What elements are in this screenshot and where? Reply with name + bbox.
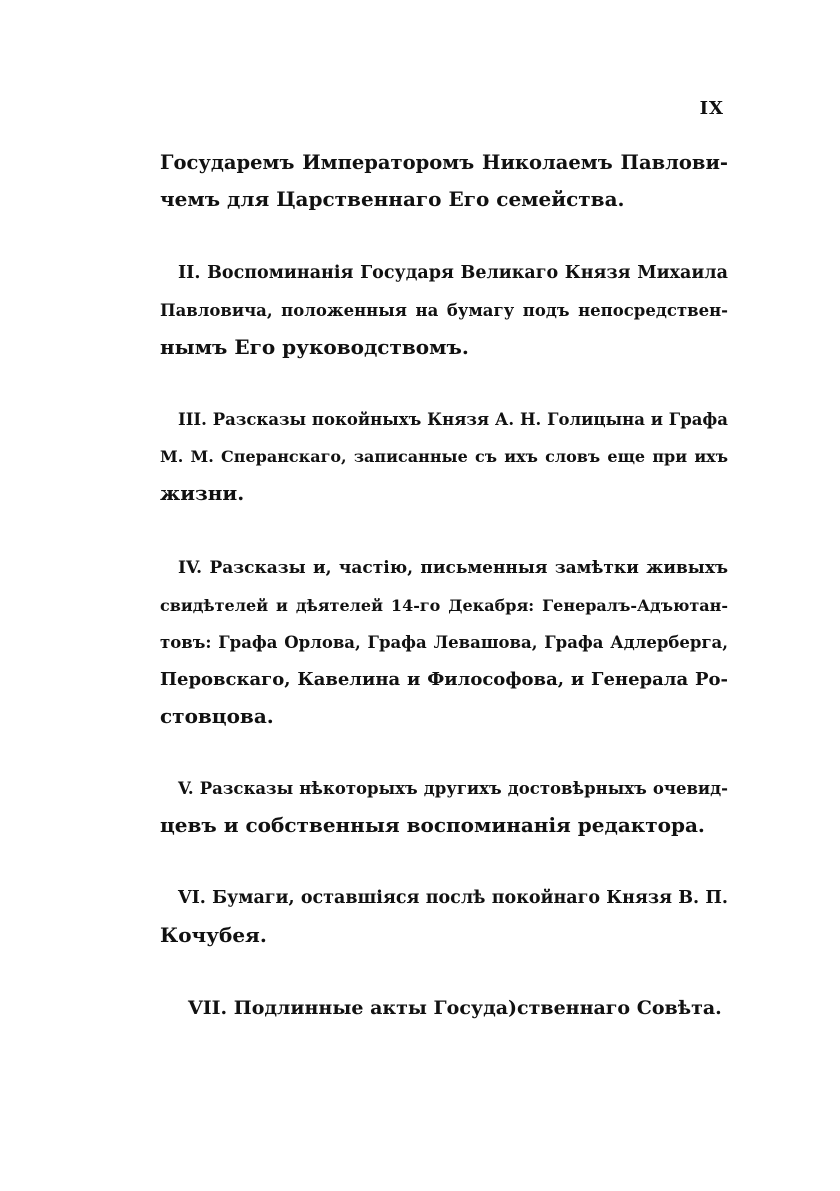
list-item-V <box>160 770 728 844</box>
text-line: V. Разсказы нѣкоторыхъ другихъ достовѣрныхъ очевид- <box>178 779 728 798</box>
text-line: Государемъ Императоромъ Николаемъ Павлови- <box>160 151 728 174</box>
list-item-VII <box>160 990 728 1027</box>
text-line: VI. Бумаги, оставшіяся послѣ покойнаго Князя В. П. <box>178 888 728 908</box>
text-line: М. М. Сперанскаго, записанные съ ихъ словъ еще при ихъ <box>160 447 728 466</box>
list-item-IV <box>160 550 728 735</box>
list-item-II <box>160 255 728 366</box>
text-line: цевъ и собственныя воспоминанія редактора. <box>160 813 705 837</box>
text-line: III. Разсказы покойныхъ Князя А. Н. Голицына и Графа <box>178 410 728 429</box>
text-line: Перовскаго, Кавелина и Философова, и Генерала Ро- <box>160 669 728 690</box>
text-line: чемъ для Царственнаго Его семейства. <box>160 187 625 211</box>
paragraph-intro-continuation <box>160 144 728 218</box>
list-item-VI <box>160 880 728 954</box>
text-line: свидѣтелей и дѣятелей 14-го Декабря: Генералъ-Адъютан- <box>160 596 728 615</box>
text-line: жизни. <box>160 481 245 505</box>
text-line: Кочубея. <box>160 923 267 947</box>
text-line: Павловича, положенныя на бумагу подъ непосредствен- <box>160 301 728 320</box>
text-line: VII. Подлинные акты Госуда)ственнаго Совѣта. <box>188 997 722 1019</box>
text-line: нымъ Его руководствомъ. <box>160 335 469 359</box>
text-line: II. Воспоминанія Государя Великаго Князя Михаила <box>178 263 728 283</box>
text-line: товъ: Графа Орлова, Графа Левашова, Графа Адлерберга, <box>160 633 728 652</box>
page-number: IX <box>699 98 724 119</box>
text-line: IV. Разсказы и, частію, письменныя замѣтки живыхъ <box>178 558 728 578</box>
list-item-III <box>160 401 728 512</box>
text-line: стовцова. <box>160 704 274 728</box>
